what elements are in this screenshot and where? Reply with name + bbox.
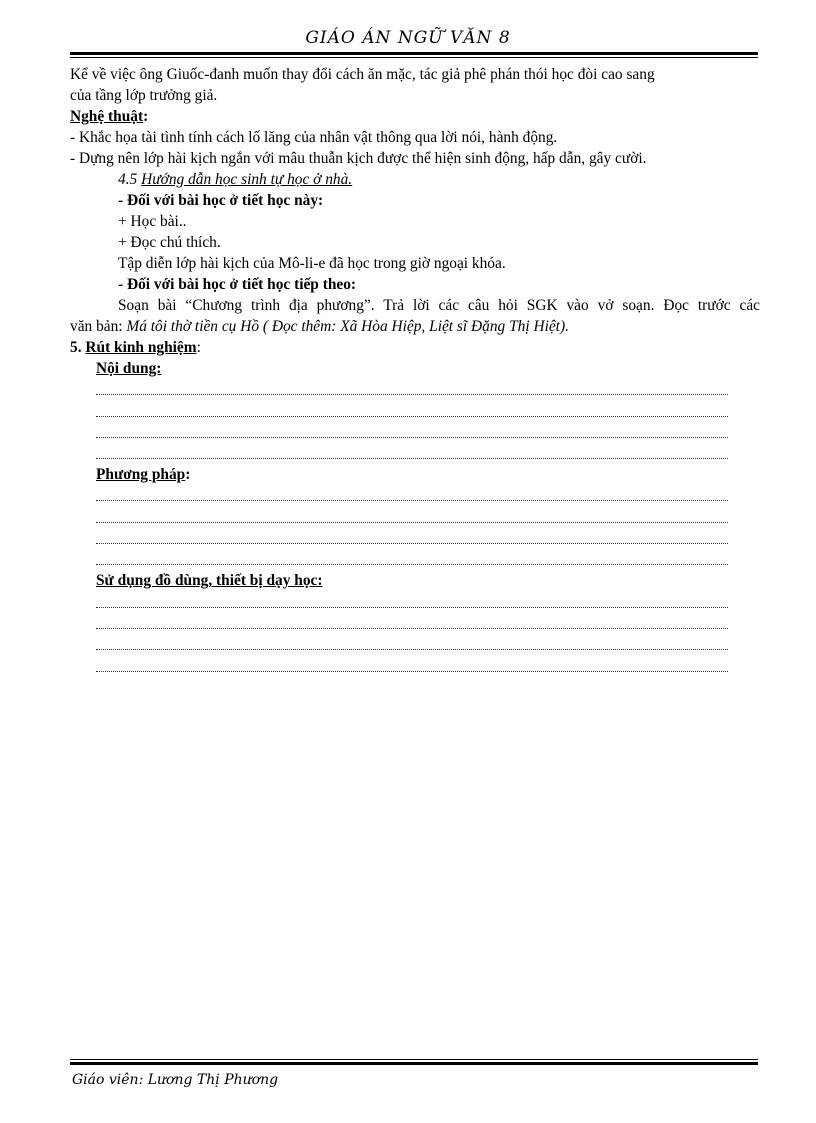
dotted-line (96, 528, 728, 549)
art-heading-label: Nghệ thuật (70, 108, 144, 125)
review-heading: 5. Rút kinh nghiệm: (70, 339, 201, 356)
intro-line-1: Kể về việc ông Giuốc-đanh muốn thay đổi cách ăn mặc, tác giả phê phán thói học đòi cao sang (70, 66, 655, 83)
dotted-line (96, 634, 728, 655)
next-lesson-texts: Má tôi thờ tiền cụ Hồ ( Đọc thêm: Xã Hòa Hiệp, Liệt sĩ Đặng Thị Hiệt). (126, 318, 569, 335)
art-item: - Khắc họa tài tình tính cách lố lăng của nhân vật thông qua lời nói, hành động. (70, 129, 558, 146)
dotted-line (96, 591, 728, 612)
footer-rule-thick (70, 1062, 758, 1065)
dotted-line (96, 506, 728, 527)
section-4-5-heading (70, 169, 760, 190)
next-lesson-prefix: văn bản: (70, 318, 127, 335)
header-rule-thin (70, 57, 758, 58)
art-item: - Dựng nên lớp hài kịch ngắn với mâu thuẫn kịch được thể hiện sinh động, hấp dẫn, gây cười. (70, 150, 647, 167)
header-rule-thick (70, 52, 758, 55)
dotted-line (96, 422, 728, 443)
content-label: Nội dung: (96, 360, 162, 377)
art-heading: Nghệ thuật: (70, 108, 149, 125)
section-4-5-number: 4.5 (118, 171, 138, 188)
current-item: + Học bài.. (118, 213, 187, 230)
footer-rule-thin (70, 1059, 758, 1060)
dotted-line (96, 485, 728, 506)
review-heading-number: 5. (70, 339, 86, 356)
dotted-line (96, 443, 728, 464)
footer-teacher: Giáo viên: Lương Thị Phương (72, 1072, 279, 1088)
review-heading-label: Rút kinh nghiệm (85, 339, 197, 356)
next-lesson-heading: - Đối với bài học ở tiết học tiếp theo: (118, 276, 357, 293)
dotted-line (96, 613, 728, 634)
dotted-line (96, 400, 728, 421)
page-header-title: GIÁO ÁN NGỮ VĂN 8 (305, 28, 511, 48)
intro-line-2: của tầng lớp trưởng giả. (70, 87, 218, 104)
document-body (70, 64, 760, 677)
section-4-5-title: Hướng dẫn học sinh tự học ở nhà. (141, 171, 353, 188)
next-lesson-line-1: Soạn bài “Chương trình địa phương”. Trả lời các câu hỏi SGK vào vở soạn. Đọc trước các (118, 297, 760, 314)
dotted-line (96, 379, 728, 400)
method-label-line: Phương pháp: (96, 466, 191, 484)
equipment-label: Sử dụng đồ dùng, thiết bị dạy học: (96, 572, 323, 590)
current-item: Tập diễn lớp hài kịch của Mô-li-e đã học trong giờ ngoại khóa. (118, 255, 506, 272)
current-item: + Đọc chú thích. (118, 234, 221, 251)
method-label: Phương pháp (96, 466, 186, 484)
next-lesson-line-2 (70, 316, 760, 337)
dotted-line (96, 549, 728, 570)
dotted-line (96, 655, 728, 676)
current-lesson-heading: - Đối với bài học ở tiết học này: (118, 192, 324, 209)
